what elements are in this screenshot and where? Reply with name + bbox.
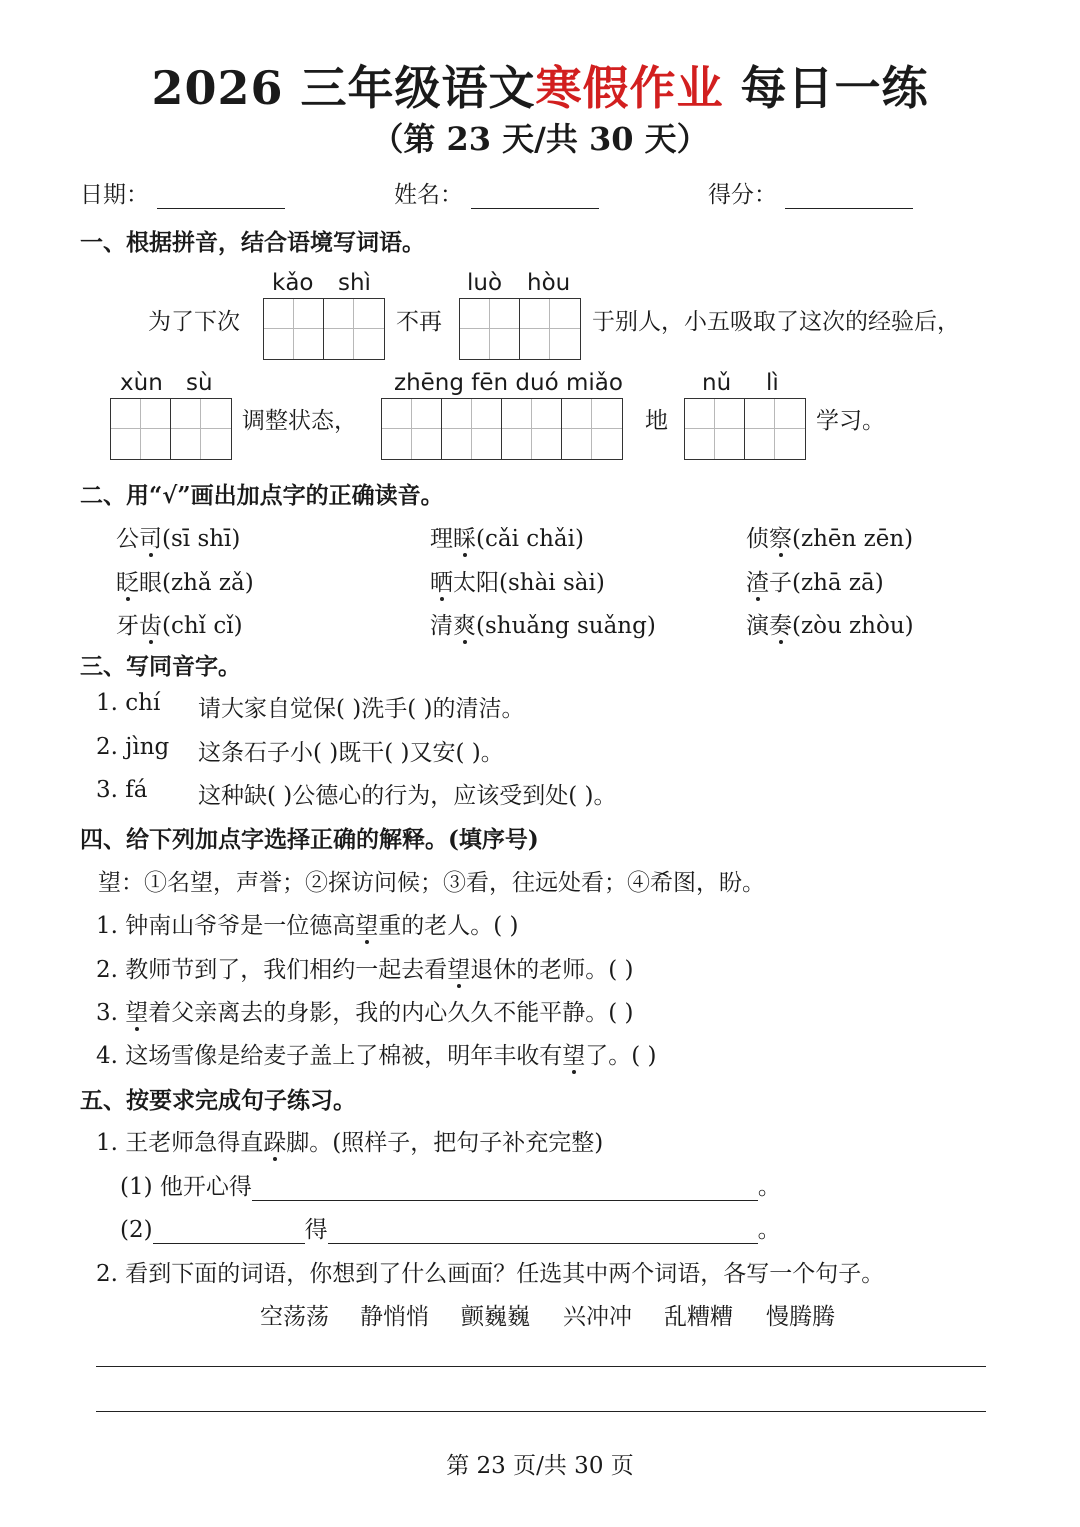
dotted-char: 爽 bbox=[453, 613, 476, 639]
pinyin: nǔ bbox=[702, 370, 732, 396]
dotted-char: 晒 bbox=[430, 570, 453, 596]
writing-grid[interactable] bbox=[381, 398, 623, 460]
pinyin: sù bbox=[186, 370, 213, 396]
answer-blank[interactable] bbox=[252, 1176, 758, 1201]
homophone-sentence[interactable]: 请大家自觉保( )洗手( )的清洁。 bbox=[198, 696, 525, 722]
pinyin: shì bbox=[338, 270, 371, 296]
dotted-char: 渣 bbox=[746, 570, 769, 596]
date-field[interactable] bbox=[80, 176, 285, 209]
meaning-item[interactable] bbox=[96, 951, 634, 984]
grid-cell[interactable] bbox=[502, 399, 562, 459]
dotted-char: 奏 bbox=[769, 613, 792, 639]
word-option: 慢腾腾 bbox=[766, 1304, 835, 1330]
writing-grid[interactable] bbox=[459, 298, 581, 360]
grid-cell[interactable] bbox=[745, 399, 805, 459]
char: 公 bbox=[116, 526, 139, 552]
item-text: 2. 教师节到了，我们相约一起去看 bbox=[96, 957, 448, 983]
grid-cell[interactable] bbox=[171, 399, 231, 459]
reading-item[interactable] bbox=[746, 520, 913, 553]
dotted-char: 望 bbox=[562, 1043, 586, 1069]
page-number: 第 23 页/共 30 页 bbox=[446, 1453, 634, 1479]
homophone-pinyin: 1. chí bbox=[96, 690, 161, 716]
meaning-item[interactable] bbox=[96, 994, 634, 1027]
dotted-char: 望 bbox=[125, 1000, 149, 1026]
prompt-text: (2) bbox=[120, 1217, 153, 1243]
score-label: 得分： bbox=[708, 182, 777, 208]
item-text: 1. 钟南山爷爷是一位德高 bbox=[96, 913, 356, 939]
dotted-char: 齿 bbox=[139, 613, 162, 639]
grid-cell[interactable] bbox=[520, 299, 580, 359]
char: 理 bbox=[430, 526, 453, 552]
char: 清 bbox=[430, 613, 453, 639]
name-field[interactable] bbox=[394, 176, 599, 209]
meaning-item[interactable] bbox=[96, 1037, 657, 1070]
name-label: 姓名： bbox=[394, 182, 463, 208]
title-highlight: 寒假作业 bbox=[535, 61, 724, 115]
dotted-char: 司 bbox=[139, 526, 162, 552]
reading-item[interactable] bbox=[430, 520, 584, 553]
score-blank[interactable] bbox=[785, 184, 913, 209]
period: 。 bbox=[757, 1217, 781, 1243]
pinyin-options[interactable]: (shài sài) bbox=[499, 570, 605, 596]
question-text: 脚。(照样子，把句子补充完整) bbox=[286, 1130, 604, 1156]
date-blank[interactable] bbox=[157, 184, 285, 209]
section-3-heading: 三、写同音字。 bbox=[80, 653, 241, 680]
period: 。 bbox=[757, 1174, 781, 1200]
page-subtitle: （第 23 天/共 30 天） bbox=[371, 120, 709, 158]
reading-item[interactable] bbox=[746, 607, 914, 640]
dotted-char: 眨 bbox=[116, 570, 139, 596]
reading-item[interactable] bbox=[430, 607, 656, 640]
fill-line-2[interactable] bbox=[120, 1211, 781, 1244]
title-part: 2026 三年级语文 bbox=[151, 61, 536, 115]
item-text: 退休的老师。( ) bbox=[470, 957, 634, 983]
sentence-text: 为了下次 bbox=[148, 309, 240, 335]
char: 演 bbox=[746, 613, 769, 639]
char: 侦 bbox=[746, 526, 769, 552]
char: 太阳 bbox=[453, 570, 499, 596]
char: 眼 bbox=[139, 570, 162, 596]
writing-grid[interactable] bbox=[110, 398, 232, 460]
writing-grid[interactable] bbox=[684, 398, 806, 460]
pinyin: kǎo bbox=[272, 270, 314, 296]
answer-blank[interactable] bbox=[153, 1219, 305, 1244]
word-option: 乱糟糟 bbox=[664, 1304, 733, 1330]
pinyin-options[interactable]: (zòu zhòu) bbox=[792, 613, 914, 639]
section-5-heading: 五、按要求完成句子练习。 bbox=[80, 1087, 356, 1114]
dotted-char: 望 bbox=[355, 913, 379, 939]
pinyin-options[interactable]: (zhā zā) bbox=[792, 570, 884, 596]
homophone-sentence[interactable]: 这种缺( )公德心的行为，应该受到处( )。 bbox=[198, 783, 617, 809]
title-part: 每日一练 bbox=[723, 61, 929, 115]
pinyin: zhēng fēn duó miǎo bbox=[394, 370, 623, 396]
pinyin-options[interactable]: (zhǎ zǎ) bbox=[162, 570, 254, 596]
item-text: 重的老人。( ) bbox=[378, 913, 519, 939]
grid-cell[interactable] bbox=[382, 399, 442, 459]
grid-cell[interactable] bbox=[442, 399, 502, 459]
page-title bbox=[0, 52, 1080, 118]
writing-grid[interactable] bbox=[263, 298, 385, 360]
section-2-heading: 二、用“√”画出加点字的正确读音。 bbox=[80, 482, 444, 509]
item-text: 了。( ) bbox=[585, 1043, 657, 1069]
char: 牙 bbox=[116, 613, 139, 639]
sentence-text: 地 bbox=[645, 408, 668, 434]
pinyin-options[interactable]: (cǎi chǎi) bbox=[476, 526, 584, 552]
grid-cell[interactable] bbox=[685, 399, 745, 459]
prompt-text: (1) 他开心得 bbox=[120, 1174, 252, 1200]
sentence-text: 调整状态， bbox=[242, 408, 357, 434]
pinyin: hòu bbox=[527, 270, 571, 296]
word-option: 兴冲冲 bbox=[563, 1304, 632, 1330]
item-text: 4. 这场雪像是给麦子盖上了棉被，明年丰收有 bbox=[96, 1043, 563, 1069]
prompt-text: 得 bbox=[304, 1217, 328, 1243]
sentence-text: 学习。 bbox=[816, 408, 885, 434]
grid-cell[interactable] bbox=[460, 299, 520, 359]
homophone-sentence[interactable]: 这条石子小( )既干( )又安( )。 bbox=[198, 740, 504, 766]
question-2: 2. 看到下面的词语，你想到了什么画面？任选其中两个词语，各写一个句子。 bbox=[96, 1261, 885, 1287]
homophone-pinyin: 2. jìng bbox=[96, 734, 170, 760]
word-option: 空荡荡 bbox=[260, 1304, 329, 1330]
section-1-heading: 一、根据拼音，结合语境写词语。 bbox=[80, 229, 425, 256]
grid-cell[interactable] bbox=[111, 399, 171, 459]
answer-blank[interactable] bbox=[328, 1219, 758, 1244]
reading-item[interactable] bbox=[116, 607, 243, 640]
pinyin-options[interactable]: (sī shī) bbox=[162, 526, 241, 552]
reading-item[interactable] bbox=[746, 564, 884, 597]
dotted-char: 跺 bbox=[263, 1130, 287, 1156]
date-label: 日期： bbox=[80, 182, 149, 208]
section-4-heading: 四、给下列加点字选择正确的解释。(填序号) bbox=[80, 826, 539, 853]
answer-line[interactable] bbox=[96, 1366, 986, 1367]
homophone-pinyin: 3. fá bbox=[96, 777, 148, 803]
answer-line[interactable] bbox=[96, 1411, 986, 1412]
sentence-text: 于别人，小五吸取了这次的经验后， bbox=[592, 309, 960, 335]
meaning-item[interactable] bbox=[96, 907, 519, 940]
dotted-char: 察 bbox=[769, 526, 792, 552]
pinyin: luò bbox=[467, 270, 503, 296]
pinyin: xùn bbox=[120, 370, 163, 396]
grid-cell[interactable] bbox=[264, 299, 324, 359]
pinyin-options[interactable]: (shuǎng suǎng) bbox=[476, 613, 656, 639]
dotted-char: 望 bbox=[447, 957, 471, 983]
definition-list: 望：①名望，声誉；②探访问候；③看，往远处看；④希图，盼。 bbox=[98, 870, 765, 896]
dotted-char: 睬 bbox=[453, 526, 476, 552]
grid-cell[interactable] bbox=[562, 399, 622, 459]
reading-item[interactable] bbox=[116, 564, 254, 597]
question-text: 1. 王老师急得直 bbox=[96, 1130, 264, 1156]
pinyin-options[interactable]: (zhēn zēn) bbox=[792, 526, 914, 552]
sentence-text: 不再 bbox=[396, 309, 442, 335]
reading-item[interactable] bbox=[430, 564, 605, 597]
pinyin-options[interactable]: (chǐ cǐ) bbox=[162, 613, 243, 639]
grid-cell[interactable] bbox=[324, 299, 384, 359]
pinyin: lì bbox=[766, 370, 779, 396]
item-text: 着父亲离去的身影，我的内心久久不能平静。( ) bbox=[148, 1000, 634, 1026]
char: 子 bbox=[769, 570, 792, 596]
reading-item[interactable] bbox=[116, 520, 240, 553]
word-option: 颤巍巍 bbox=[461, 1304, 530, 1330]
word-option: 静悄悄 bbox=[360, 1304, 429, 1330]
fill-line-1[interactable] bbox=[120, 1168, 781, 1201]
question-1 bbox=[96, 1124, 603, 1157]
item-text: 3. bbox=[96, 1000, 126, 1026]
score-field[interactable] bbox=[708, 176, 913, 209]
name-blank[interactable] bbox=[471, 184, 599, 209]
